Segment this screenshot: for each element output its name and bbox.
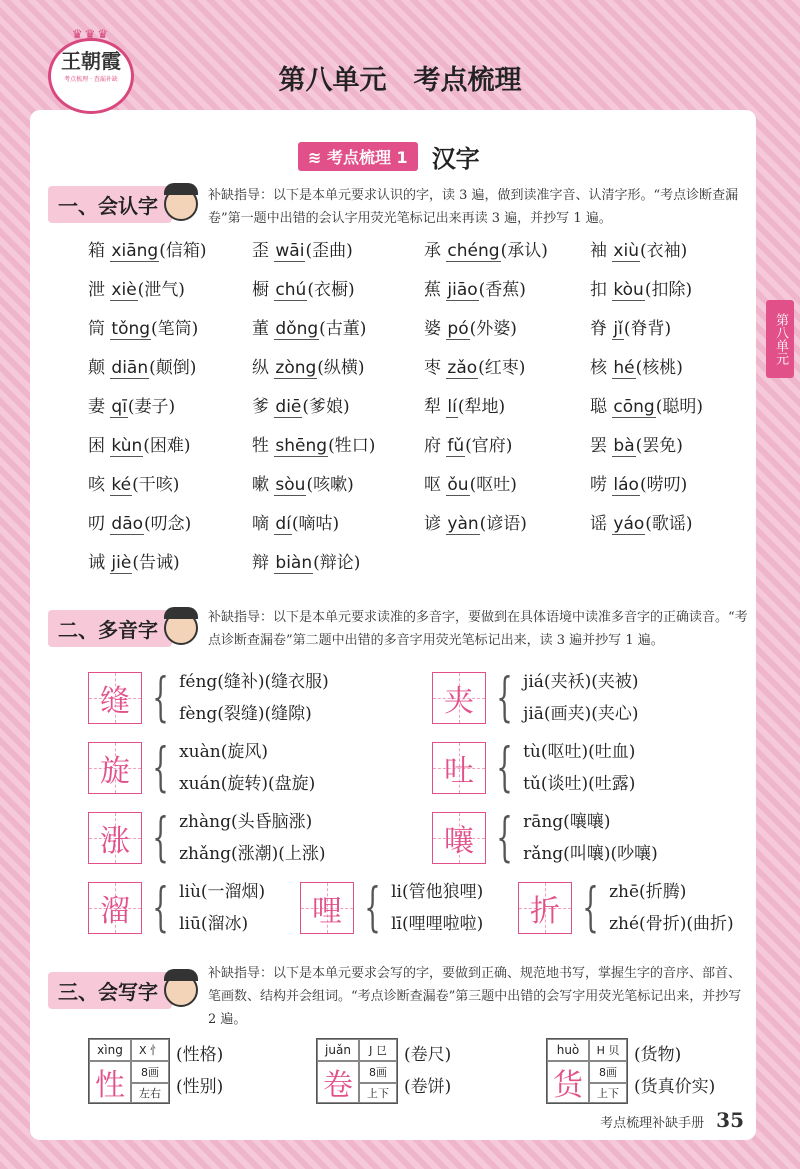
literacy-word [252, 431, 375, 456]
word-example: (纵横) [317, 358, 365, 378]
word-pinyin: fǔ [447, 436, 465, 456]
word-pinyin: dāo [111, 514, 144, 534]
word-pinyin: pó [447, 319, 469, 339]
word-char: 罢 [590, 436, 607, 456]
word-char: 颠 [88, 358, 105, 378]
word-pinyin: xiè [111, 280, 137, 300]
word-char: 董 [252, 319, 269, 339]
char-info-grid [546, 1038, 628, 1104]
literacy-word [88, 353, 196, 378]
word-char: 妻 [88, 397, 105, 417]
brace-icon: { [496, 808, 513, 868]
word-example: (罢免) [635, 436, 683, 456]
polyphone-readings [609, 876, 734, 940]
footer-text: 考点梳理补缺手册 [600, 1116, 705, 1131]
char-structure: 左右 [131, 1083, 169, 1103]
word-example: (扣除) [644, 280, 693, 300]
word-pinyin: sòu [275, 475, 306, 495]
stroke-count: 8画 [359, 1061, 397, 1083]
writing-words [176, 1039, 223, 1103]
char-pinyin: huò [547, 1039, 589, 1061]
literacy-word [88, 470, 179, 495]
reading-line: tǔ(谈吐)(吐露) [523, 774, 636, 794]
word-example: (谚语) [479, 514, 527, 534]
word-example: (牲口) [328, 436, 376, 456]
literacy-word [88, 314, 198, 339]
polyphone-item [88, 736, 315, 800]
char-structure: 上下 [359, 1083, 397, 1103]
word-char: 核 [590, 358, 607, 378]
reading-line: li(管他狼哩) [391, 882, 484, 902]
s3-heading [48, 972, 198, 1008]
char-initial-radical: X 忄 [131, 1039, 169, 1061]
word-char: 箱 [88, 241, 105, 261]
word-pinyin: ǒu [447, 475, 469, 495]
footer [600, 1108, 744, 1132]
crown-icon: ♛♛♛ [71, 27, 111, 41]
literacy-word [424, 509, 527, 534]
word-example: (衣橱) [307, 280, 355, 300]
student-avatar-icon [164, 187, 198, 221]
word-char: 蕉 [424, 280, 441, 300]
literacy-word [590, 431, 683, 456]
word-example: (衣袖) [639, 241, 688, 261]
compound-word: (卷饼) [404, 1077, 452, 1097]
polyphone-readings [179, 736, 315, 800]
literacy-word [590, 470, 687, 495]
word-pinyin: bà [613, 436, 635, 456]
literacy-word [252, 353, 365, 378]
polyphone-char: 涨 [100, 824, 130, 859]
word-char: 脊 [590, 319, 607, 339]
word-example: (歪曲) [305, 241, 353, 261]
polyphone-item [88, 806, 326, 870]
word-char: 承 [424, 241, 441, 261]
brace-icon: { [364, 878, 381, 938]
word-example: (歌谣) [645, 514, 693, 534]
reading-line: tù(呕吐)(吐血) [523, 742, 636, 762]
compound-word: (性格) [176, 1045, 224, 1065]
word-example: (犁地) [457, 397, 506, 417]
reading-line: zhàng(头昏脑涨) [179, 812, 313, 832]
word-pinyin: tǒng [111, 319, 151, 339]
word-char: 谚 [424, 514, 441, 534]
word-example: (辩论) [313, 553, 361, 573]
polyphone-readings [391, 876, 483, 940]
char-grid-box [432, 742, 486, 794]
reading-line: zhē(折腾) [609, 882, 687, 902]
word-char: 聪 [590, 397, 607, 417]
writing-words [404, 1039, 451, 1103]
literacy-word [424, 236, 548, 261]
word-char: 犁 [424, 397, 441, 417]
word-char: 困 [88, 436, 105, 456]
word-pinyin: kòu [613, 280, 644, 300]
word-example: (唠叨) [639, 475, 688, 495]
brace-icon: { [496, 738, 513, 798]
char-structure: 上下 [589, 1083, 627, 1103]
reading-line: lī(哩哩啦啦) [391, 914, 484, 934]
literacy-word [590, 314, 671, 339]
polyphone-char: 折 [530, 894, 560, 929]
polyphone-item [88, 876, 265, 940]
s2-label: 二、多音字 [48, 610, 172, 647]
literacy-word [252, 275, 355, 300]
word-char: 辩 [252, 553, 269, 573]
char-info-grid [88, 1038, 170, 1104]
polyphone-readings [523, 806, 658, 870]
word-pinyin: diān [111, 358, 149, 378]
brace-icon: { [152, 668, 169, 728]
section-banner [298, 141, 480, 171]
literacy-word [424, 431, 512, 456]
char-initial-radical: J 㔾 [359, 1039, 397, 1061]
compound-word: (性别) [176, 1077, 224, 1097]
reading-line: xuán(旋转)(盘旋) [179, 774, 316, 794]
polyphone-readings [523, 666, 638, 730]
word-example: (嘀咕) [291, 514, 340, 534]
word-char: 府 [424, 436, 441, 456]
page-title: 第八单元 考点梳理 [278, 65, 522, 96]
reading-line: zhé(骨折)(曲折) [609, 914, 734, 934]
literacy-word [88, 548, 180, 573]
word-example: (红枣) [478, 358, 526, 378]
word-pinyin: jǐ [613, 319, 623, 339]
word-char: 泄 [88, 280, 105, 300]
word-char: 爹 [252, 397, 269, 417]
polyphone-char: 哩 [312, 894, 342, 929]
word-pinyin: xiāng [111, 241, 159, 261]
word-char: 嘀 [252, 514, 269, 534]
word-pinyin: yáo [613, 514, 645, 534]
reading-line: xuàn(旋风) [179, 742, 268, 762]
polyphone-item [432, 806, 658, 870]
page-number: 35 [716, 1108, 744, 1132]
brace-icon: { [152, 738, 169, 798]
word-char: 嗽 [252, 475, 269, 495]
literacy-word [424, 392, 505, 417]
char-pinyin: juǎn [317, 1039, 359, 1061]
char-initial-radical: H 贝 [589, 1039, 627, 1061]
char-grid-box [518, 882, 572, 934]
word-example: (困难) [143, 436, 191, 456]
word-example: (咳嗽) [306, 475, 354, 495]
side-tab-unit[interactable]: 第八单元 [766, 300, 794, 378]
word-pinyin: ké [111, 475, 132, 495]
word-example: (告诫) [132, 553, 180, 573]
word-pinyin: yàn [447, 514, 479, 534]
word-char: 牲 [252, 436, 269, 456]
word-char: 扣 [590, 280, 607, 300]
word-example: (泄气) [137, 280, 185, 300]
word-pinyin: cōng [613, 397, 655, 417]
compound-word: (货真价实) [634, 1077, 716, 1097]
char-grid-box [432, 672, 486, 724]
word-pinyin: zòng [275, 358, 317, 378]
word-pinyin: jiāo [447, 280, 478, 300]
literacy-word [590, 509, 693, 534]
logo-name: 王朝霞 [61, 49, 121, 73]
writing-words [634, 1039, 715, 1103]
word-example: (官府) [465, 436, 513, 456]
literacy-word [252, 236, 353, 261]
header [0, 0, 800, 110]
word-char: 橱 [252, 280, 269, 300]
word-pinyin: shēng [275, 436, 328, 456]
word-example: (笔筒) [151, 319, 199, 339]
word-example: (外婆) [469, 319, 517, 339]
polyphone-item [432, 736, 635, 800]
literacy-word [590, 236, 687, 261]
polyphone-item [432, 666, 638, 730]
word-example: (颠倒) [149, 358, 197, 378]
polyphone-item [300, 876, 483, 940]
brace-icon: { [496, 668, 513, 728]
word-char: 诫 [88, 553, 105, 573]
literacy-word [88, 509, 191, 534]
reading-line: rǎng(叫嚷)(吵嚷) [523, 844, 658, 864]
word-pinyin: láo [613, 475, 639, 495]
word-char: 袖 [590, 241, 607, 261]
word-pinyin: qī [111, 397, 127, 417]
student-avatar-icon [164, 973, 198, 1007]
word-pinyin: lí [447, 397, 457, 417]
s1-label: 一、会认字 [48, 186, 172, 223]
s2-tip: 补缺指导：以下是本单元要求读准的多音字，要做到在具体语境中读准多音字的正确读音。“考点诊断查漏卷”第二题中出错的多音字用荧光笔标记出来，读 3 遍并抄写 1 遍。 [208, 610, 748, 648]
polyphone-readings [179, 806, 325, 870]
word-char: 叨 [88, 514, 105, 534]
word-example: (香蕉) [478, 280, 526, 300]
literacy-word [88, 236, 206, 261]
s1-heading [48, 186, 198, 222]
polyphone-char: 吐 [444, 754, 474, 789]
char-grid-box [432, 812, 486, 864]
polyphone-char: 嚷 [444, 824, 474, 859]
word-char: 呕 [424, 475, 441, 495]
literacy-word [424, 314, 517, 339]
char-grid-box [88, 882, 142, 934]
word-pinyin: xiù [613, 241, 639, 261]
char-grid-box [300, 882, 354, 934]
word-char: 枣 [424, 358, 441, 378]
word-char: 咳 [88, 475, 105, 495]
word-pinyin: wāi [275, 241, 305, 261]
word-pinyin: hé [613, 358, 635, 378]
word-char: 筒 [88, 319, 105, 339]
section-title: 汉字 [431, 144, 480, 173]
literacy-word [424, 275, 526, 300]
char-grid-box [88, 742, 142, 794]
stroke-count: 8画 [589, 1061, 627, 1083]
reading-line: féng(缝补)(缝衣服) [179, 672, 329, 692]
reading-line: jiā(画夹)(夹心) [523, 704, 639, 724]
word-char: 婆 [424, 319, 441, 339]
brace-icon: { [582, 878, 599, 938]
word-example: (爹娘) [302, 397, 350, 417]
polyphone-char: 夹 [444, 684, 474, 719]
writing-char: 性 [89, 1061, 131, 1103]
literacy-word [252, 470, 354, 495]
literacy-word [252, 548, 360, 573]
char-pinyin: xìng [89, 1039, 131, 1061]
literacy-word [424, 470, 517, 495]
word-pinyin: diē [275, 397, 302, 417]
word-pinyin: biàn [275, 553, 313, 573]
reading-line: fèng(裂缝)(缝隙) [179, 704, 312, 724]
polyphone-readings [179, 876, 265, 940]
writing-item [546, 1038, 715, 1104]
literacy-word [252, 392, 350, 417]
student-avatar-icon [164, 611, 198, 645]
word-example: (干咳) [132, 475, 180, 495]
brace-icon: { [152, 808, 169, 868]
word-char: 谣 [590, 514, 607, 534]
polyphone-item [88, 666, 329, 730]
section-badge: ≋ 考点梳理 1 [298, 142, 418, 171]
writing-char: 货 [547, 1061, 589, 1103]
char-info-grid [316, 1038, 398, 1104]
writing-item [88, 1038, 223, 1104]
literacy-word [590, 353, 683, 378]
literacy-word [88, 392, 175, 417]
literacy-word [590, 275, 692, 300]
polyphone-char: 旋 [100, 754, 130, 789]
word-example: (承认) [500, 241, 548, 261]
word-char: 唠 [590, 475, 607, 495]
compound-word: (货物) [634, 1045, 682, 1065]
reading-line: rāng(嚷嚷) [523, 812, 611, 832]
word-pinyin: zǎo [447, 358, 478, 378]
word-example: (古董) [319, 319, 367, 339]
polyphone-char: 溜 [100, 894, 130, 929]
char-grid-box [88, 672, 142, 724]
reading-line: liù(一溜烟) [179, 882, 266, 902]
word-example: (呕吐) [469, 475, 517, 495]
reading-line: jiá(夹袄)(夹被) [523, 672, 639, 692]
word-example: (叨念) [144, 514, 192, 534]
word-char: 纵 [252, 358, 269, 378]
stroke-count: 8画 [131, 1061, 169, 1083]
word-pinyin: jiè [111, 553, 132, 573]
word-example: (核桃) [635, 358, 683, 378]
literacy-word [88, 275, 185, 300]
word-example: (脊背) [623, 319, 672, 339]
compound-word: (卷尺) [404, 1045, 452, 1065]
writing-char: 卷 [317, 1061, 359, 1103]
word-example: (信箱) [159, 241, 207, 261]
word-pinyin: dǒng [275, 319, 319, 339]
word-example: (聪明) [655, 397, 703, 417]
polyphone-readings [523, 736, 635, 800]
polyphone-readings [179, 666, 329, 730]
literacy-word [252, 314, 366, 339]
literacy-word [88, 431, 191, 456]
char-grid-box [88, 812, 142, 864]
literacy-word [424, 353, 525, 378]
s3-label: 三、会写字 [48, 972, 172, 1009]
polyphone-item [518, 876, 734, 940]
s2-heading [48, 610, 198, 646]
literacy-word [590, 392, 703, 417]
reading-line: zhǎng(涨潮)(上涨) [179, 844, 326, 864]
brace-icon: { [152, 878, 169, 938]
word-pinyin: dí [275, 514, 291, 534]
literacy-word [252, 509, 339, 534]
polyphone-char: 缝 [100, 684, 130, 719]
word-example: (妻子) [127, 397, 176, 417]
word-char: 歪 [252, 241, 269, 261]
word-pinyin: chéng [447, 241, 500, 261]
s1-tip: 补缺指导：以下是本单元要求认识的字，读 3 遍，做到读准字音、认清字形。“考点诊断查漏卷”第一题中出错的会认字用荧光笔标记出来再读 3 遍，并抄写 1 遍。 [208, 188, 739, 226]
word-pinyin: kùn [111, 436, 143, 456]
logo-tag: 考点梳理 · 查漏补缺 [64, 76, 118, 83]
writing-item [316, 1038, 451, 1104]
s3-tip: 补缺指导：以下是本单元要求会写的字，要做到正确、规范地书写，掌握生字的音序、部首、笔画数、结构并会组词。“考点诊断查漏卷”第三题中出错的会写字用荧光笔标记出来，并抄写 2 遍。 [208, 966, 742, 1027]
reading-line: liū(溜冰) [179, 914, 249, 934]
word-pinyin: chú [275, 280, 307, 300]
